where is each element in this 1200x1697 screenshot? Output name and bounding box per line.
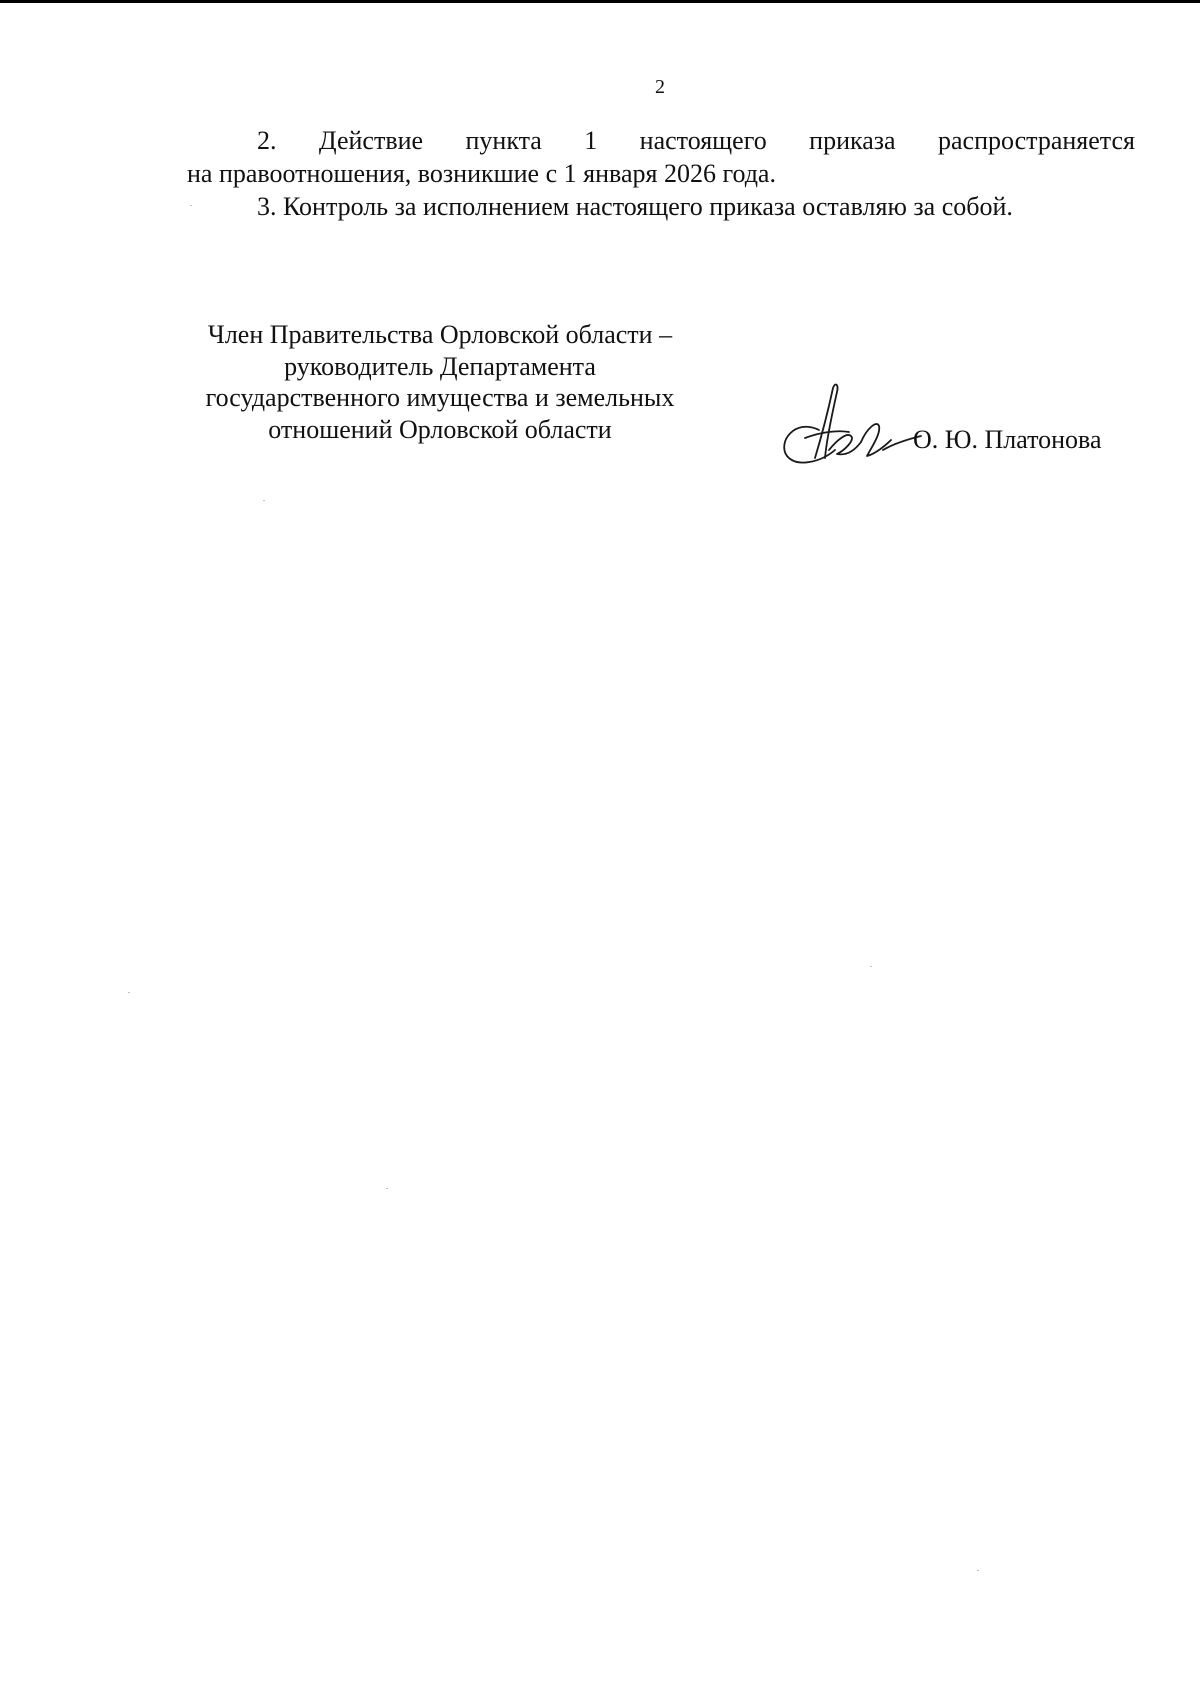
position-line: отношений Орловской области xyxy=(268,414,612,444)
scan-speck xyxy=(190,205,192,206)
scan-speck xyxy=(386,1188,388,1189)
page-number: 2 xyxy=(655,76,665,98)
order-body xyxy=(187,124,1135,223)
position-line: Член Правительства Орловской области – xyxy=(207,320,673,349)
scan-speck xyxy=(128,992,130,993)
scan-speck xyxy=(870,966,872,967)
scan-speck xyxy=(977,1570,979,1571)
position-line: государственного имущества и земельных xyxy=(205,383,675,412)
scan-edge-line xyxy=(0,0,1200,3)
signatory-position xyxy=(170,319,710,445)
paragraph-2-line-2: на правоотношения, возникшие с 1 января 2026 года. xyxy=(187,159,776,188)
handwritten-signature-icon xyxy=(775,380,925,470)
paragraph-2-line-1: 2. Действие пункта 1 настоящего приказа распространяется xyxy=(257,126,1135,155)
paragraph-3: 3. Контроль за исполнением настоящего приказа оставляю за собой. xyxy=(257,192,1013,221)
signer-name: О. Ю. Платонова xyxy=(913,425,1102,454)
scan-speck xyxy=(263,500,265,501)
position-line: руководитель Департамента xyxy=(284,351,596,381)
